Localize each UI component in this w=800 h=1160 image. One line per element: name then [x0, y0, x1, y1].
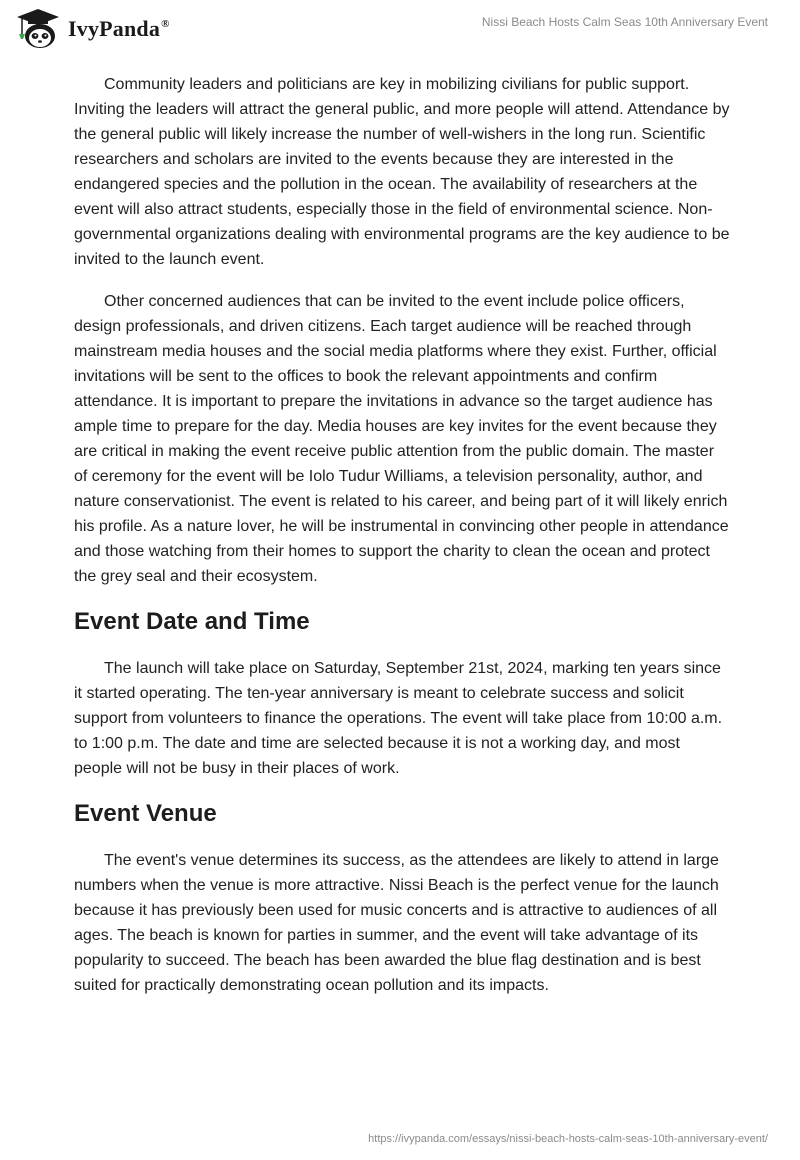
- heading-event-date-time: Event Date and Time: [74, 608, 310, 635]
- panda-graduate-icon: [14, 8, 62, 50]
- paragraph-audience-others: Other concerned audiences that can be invited to the event include police officers, design professionals, and driven citizens. Each target audience will be reached through mainstream media houses and the social media platforms where they exist. Further, official invitations will be sent to the offices to book the relevant appointments and confirm attendance. It is important to prepare the invitations in advance so the target audience has ample time to prepare for the day. Media houses are key invites for the event because they are critical in making the event receive public attention from the public domain. The master of ceremony for the event will be Iolo Tudur Williams, a television personality, author, and nature conservationist. The event is related to his career, and being part of it will likely enrich his profile. As a nature lover, he will be instrumental in convincing other people in attendance and those watching from their homes to support the charity to clean the ocean and protect the grey seal and their ecosystem.: [74, 293, 729, 585]
- paragraph-event-date-time: The launch will take place on Saturday, September 21st, 2024, marking ten years since it started operating. The ten-year anniversary is meant to celebrate success and solicit support from volunteers to finance the operations. The event will take place from 10:00 a.m. to 1:00 p.m. The date and time are selected because it is not a working day, and most people will not be busy in their places of work.: [74, 660, 723, 777]
- document-title: Nissi Beach Hosts Calm Seas 10th Anniversary Event: [481, 15, 768, 29]
- essay-content: [74, 72, 730, 1015]
- heading-event-venue: Event Venue: [74, 800, 217, 827]
- paragraph-event-venue: The event's venue determines its success, as the attendees are likely to attend in large numbers when the venue is more attractive. Nissi Beach is the perfect venue for the launch because it has previously been used for music concerts and is attractive to audiences of all ages. The beach is known for parties in summer, and the event will take advantage of its popularity to succeed. The beach has been awarded the blue flag destination and is best suited for practically demonstrating ocean pollution and its impacts.: [74, 852, 719, 994]
- paragraph-audience-leaders: Community leaders and politicians are key in mobilizing civilians for public support. Inviting the leaders will attract the general public, and more people will attend. Attendance by the general public will likely increase the number of well-wishers in the long run. Scientific researchers and scholars are invited to the events because they are interested in the endangered species and the pollution in the ocean. The availability of researchers at the event will also attract students, especially those in the field of environmental science. Non-governmental organizations dealing with environmental programs are the key audience to be invited to the launch event.: [74, 76, 730, 268]
- source-url-link[interactable]: https://ivypanda.com/essays/nissi-beach-hosts-calm-seas-10th-anniversary-event/: [368, 1133, 768, 1145]
- logo[interactable]: [14, 8, 170, 50]
- brand-name: IvyPanda®: [68, 16, 170, 41]
